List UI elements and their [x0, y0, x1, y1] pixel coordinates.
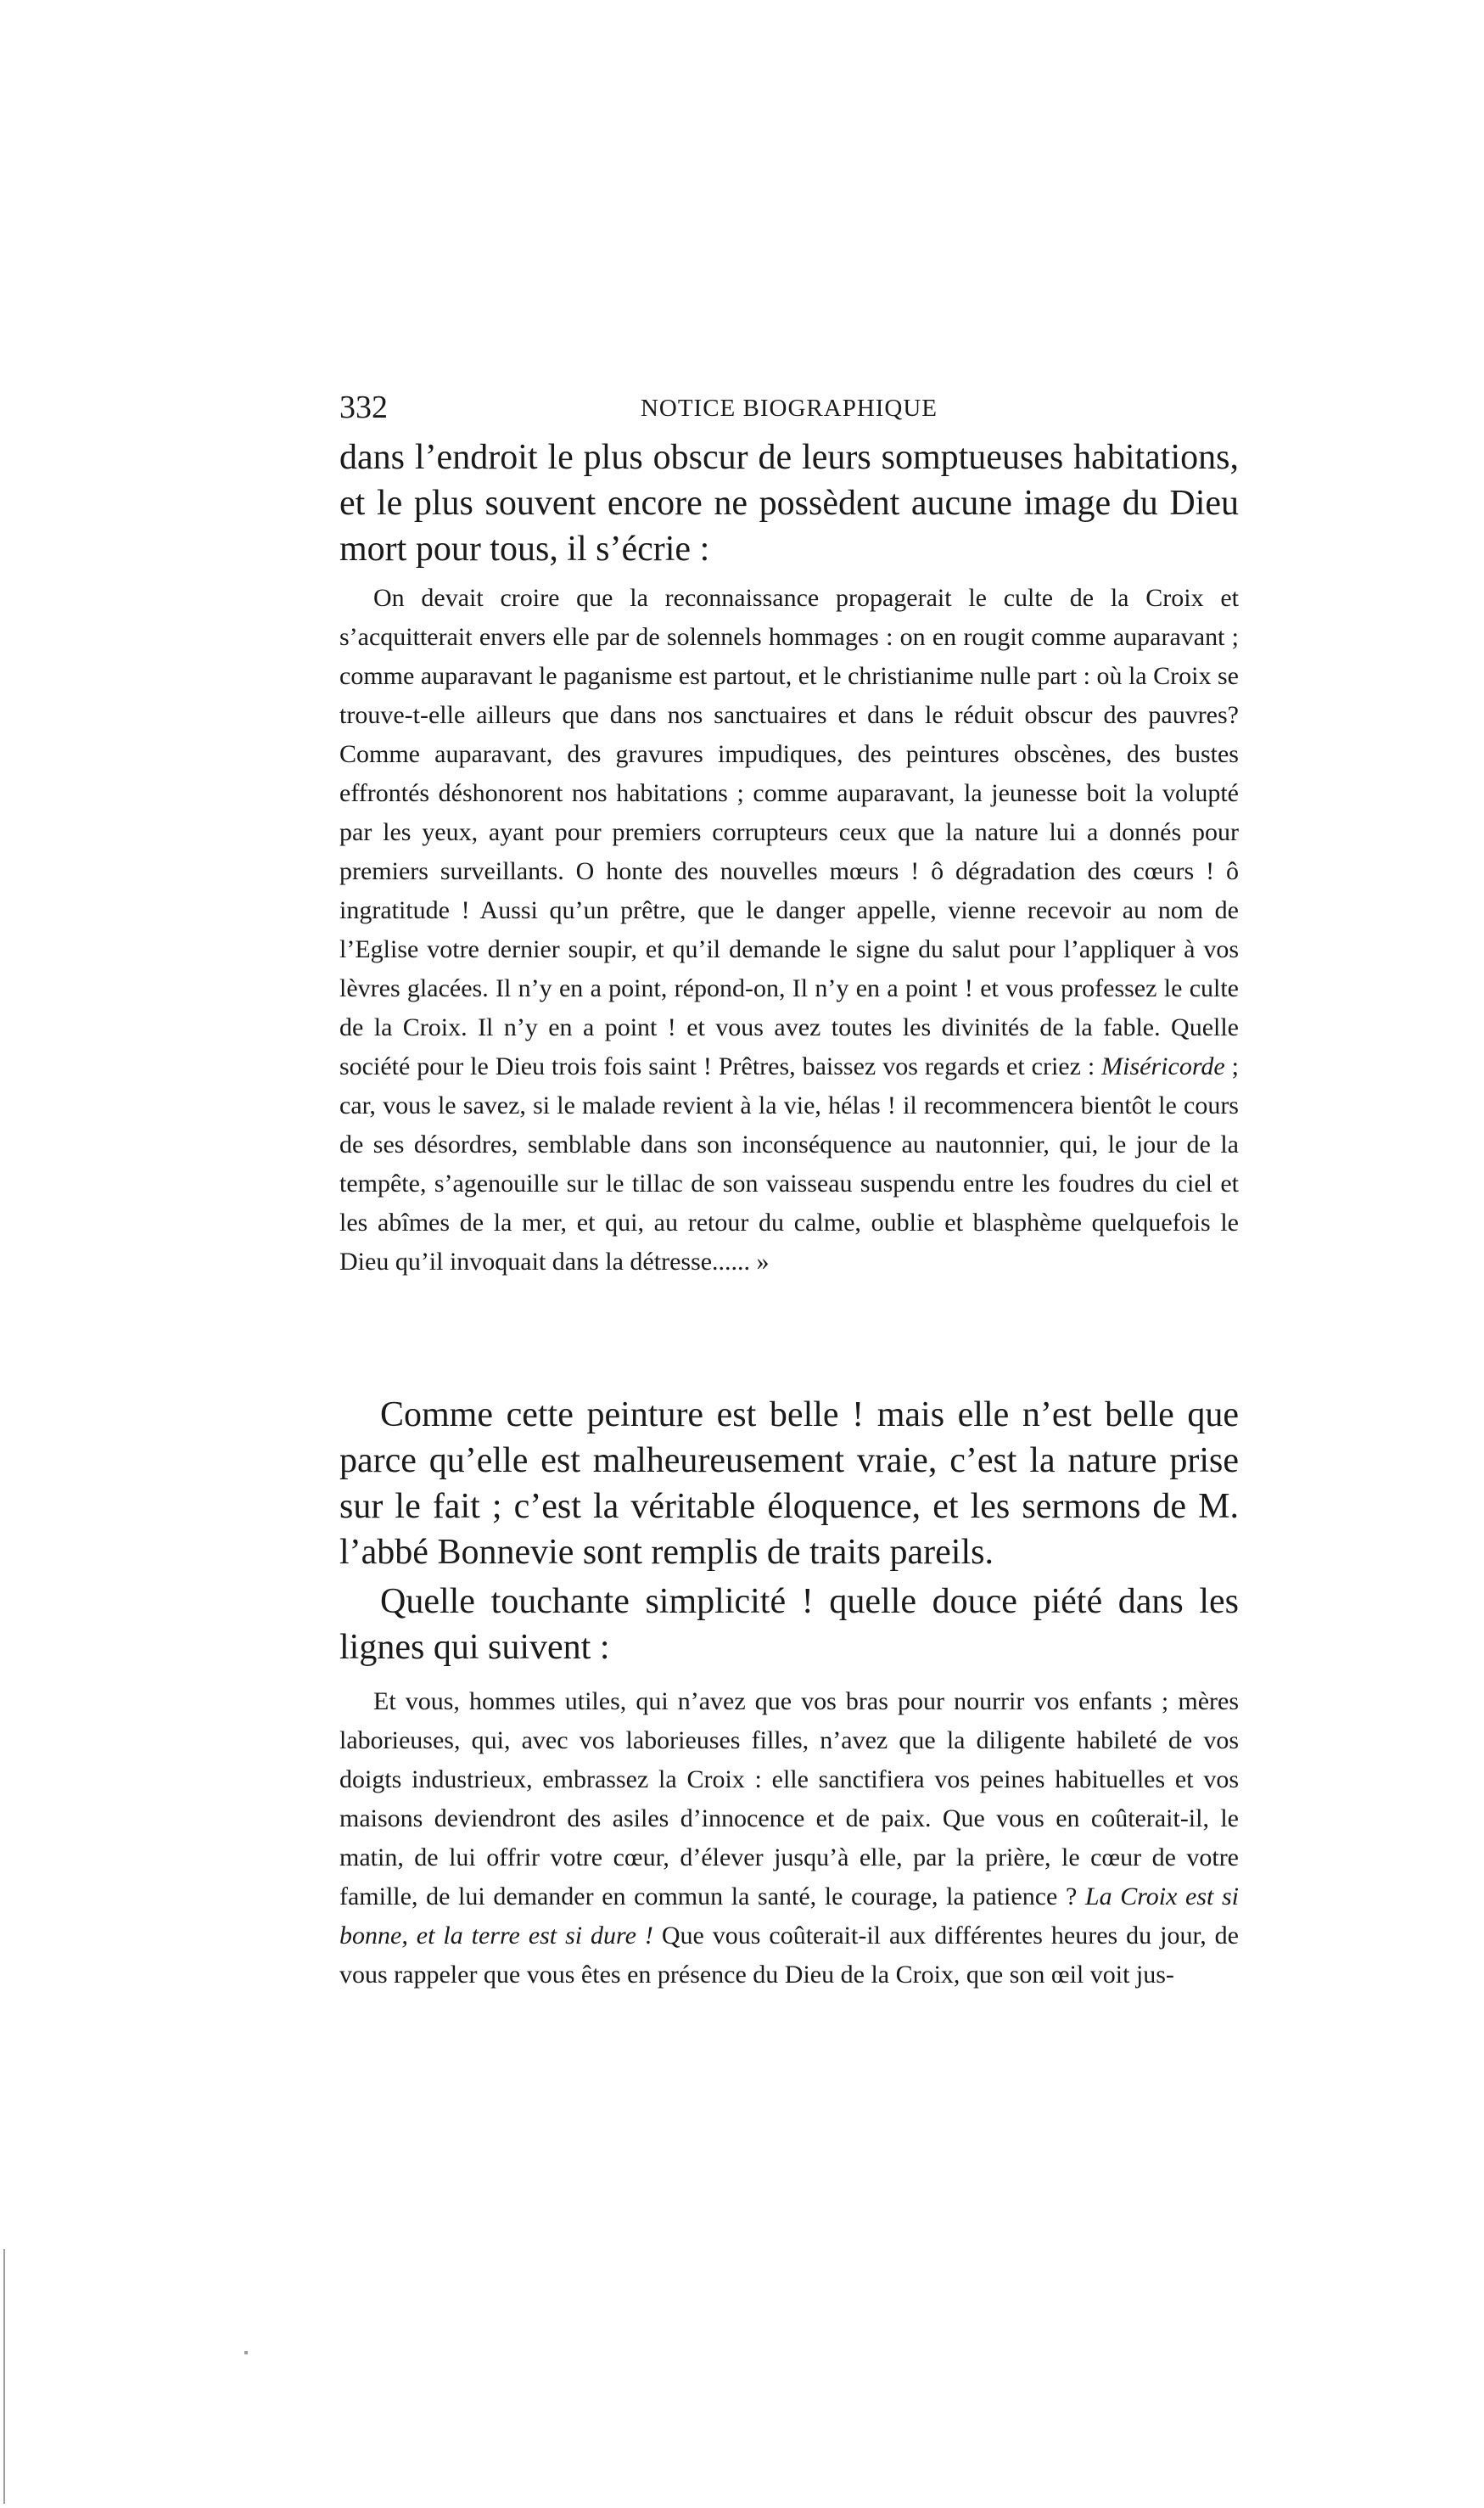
paragraph-continuation	[339, 435, 1239, 572]
page-number: 332	[339, 390, 388, 425]
paragraph-text: Comme cette peinture est belle ! mais elle n’est belle que parce qu’elle est malheureusement vraie, c’est la nature prise sur le fait ; c’est la véritable éloquence, et les sermons de M. l’abbé Bonnevie sont remplis de traits pareils.	[339, 1395, 1239, 1572]
quotation-block-1	[339, 579, 1239, 1282]
quotation-text-part: Que vous coûterait-il aux différentes heures du jour, de vous rappeler que vous êtes en présence du Dieu de la Croix, que son œil voit jus-	[339, 1922, 1239, 1989]
quotation-emphasis: Miséricorde	[1101, 1052, 1225, 1080]
paragraph-text: dans l’endroit le plus obscur de leurs somptueuses habitations, et le plus souvent encore ne possèdent aucune image du Dieu mort pour tous, il s’écrie :	[339, 438, 1239, 569]
paragraph-commentary	[339, 1392, 1239, 1575]
quotation-text-part: On devait croire que la reconnaissance propagerait le culte de la Croix et s’acquitterait envers elle par de solennels hommages : on en rougit comme auparavant ; comme auparavant le paganisme est partout, et le christianime nulle part : où la Croix se trouve-t-elle ailleurs que dans nos sanctuaires et dans le réduit obscur des pauvres? Comme auparavant, des gravures impudiques, des peintures obscènes, des bustes effrontés déshonorent nos habitations ; comme auparavant, la jeunesse boit la volupté par les yeux, ayant pour premiers corrupteurs ceux que la nature lui a donnés pour premiers surveillants. O honte des nouvelles mœurs ! ô dégradation des cœurs ! ô ingratitude ! Aussi qu’un prêtre, que le danger appelle, vienne recevoir au nom de l’Eglise votre dernier soupir, et qu’il demande le signe du salut pour l’appliquer à vos lèvres glacées. Il n’y en a point, répond-on, Il n’y en a point ! et vous professez le culte de la Croix. Il n’y en a point ! et vous avez toutes les divinités de la fable. Quelle société pour le Dieu trois fois saint ! Prêtres, baissez vos regards et criez :	[339, 584, 1239, 1080]
scan-edge-mark	[3, 2249, 5, 2504]
scan-speck	[244, 2351, 248, 2354]
quotation-text	[339, 1682, 1239, 1995]
quotation-block-2	[339, 1682, 1239, 1995]
page-header	[339, 386, 1239, 429]
paragraph-introduction	[339, 1579, 1239, 1670]
quotation-text-part: Et vous, hommes utiles, qui n’avez que vos bras pour nourrir vos enfants ; mères laborieuses, qui, avec vos laborieuses filles, n’avez que la diligente habileté de vos doigts industrieux, embrassez la Croix : elle sanctifiera vos peines habituelles et vos maisons deviendront des asiles d’innocence et de paix. Que vous en coûterait-il, le matin, de lui offrir votre cœur, d’élever jusqu’à elle, par la prière, le cœur de votre famille, de lui demander en commun la santé, le courage, la patience ?	[339, 1687, 1239, 1910]
quotation-text-part: ; car, vous le savez, si le malade revient à la vie, hélas ! il recommencera bientôt le cours de ses désordres, semblable dans son inconséquence au nautonnier, qui, le jour de la tempête, s’agenouille sur le tillac de son vaisseau suspendu entre les foudres du ciel et les abîmes de la mer, et qui, au retour du calme, oublie et blasphème quelquefois le Dieu qu’il invoquait dans la détresse...... »	[339, 1052, 1239, 1276]
quotation-emphasis: La Croix est si bonne, et la terre est si dure !	[339, 1882, 1239, 1950]
quotation-text	[339, 579, 1239, 1282]
running-title: NOTICE BIOGRAPHIQUE	[640, 395, 938, 422]
paragraph-text: Quelle touchante simplicité ! quelle douce piété dans les lignes qui suivent :	[339, 1582, 1239, 1667]
